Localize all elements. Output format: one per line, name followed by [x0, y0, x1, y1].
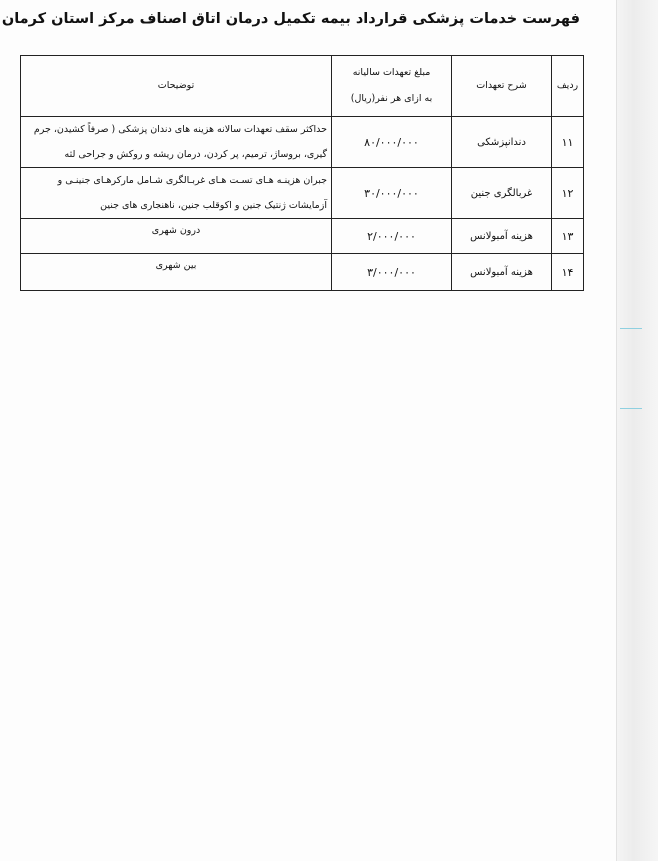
table-row [21, 254, 584, 291]
row-number: ۱۳ [552, 219, 584, 254]
row-amount: ۲/۰۰۰/۰۰۰ [332, 219, 452, 254]
row-title: هزینه آمبولانس [452, 254, 552, 291]
row-description: جبران هزینـه هـای تسـت هـای غربـالگری شـامل مارکرهـای جنینـی و آزمایشات ژنتیک جنین و اکوقلب جنین، ناهنجاری های جنین [21, 168, 332, 219]
row-number: ۱۴ [552, 254, 584, 291]
row-title: غربالگری جنین [452, 168, 552, 219]
row-title: دندانپزشکی [452, 117, 552, 168]
header-row-number: ردیف [552, 56, 584, 117]
row-amount: ۳/۰۰۰/۰۰۰ [332, 254, 452, 291]
table-header-row [21, 56, 584, 117]
header-amount-line2: به ازای هر نفر(ریال) [350, 93, 433, 104]
row-description: حداکثر سقف تعهدات سالانه هزینه های دندان پزشکی ( صرفاً کشیدن، جرم گیری، بروساژ، ترمیم، پر کردن، درمان ریشه و روکش و جراحی لثه [21, 117, 332, 168]
row-number: ۱۱ [552, 117, 584, 168]
row-title: هزینه آمبولانس [452, 219, 552, 254]
header-title: شرح تعهدات [452, 56, 552, 117]
table-row [21, 117, 584, 168]
row-description: درون شهری [21, 219, 332, 254]
header-amount [332, 56, 452, 117]
header-description: توضیحات [21, 56, 332, 117]
row-number: ۱۲ [552, 168, 584, 219]
row-description: بین شهری [21, 254, 332, 291]
row-amount: ۳۰/۰۰۰/۰۰۰ [332, 168, 452, 219]
table-row [21, 219, 584, 254]
table-row [21, 168, 584, 219]
scan-edge-mark [620, 328, 642, 329]
page-edge-shadow [616, 0, 658, 861]
header-amount-line1: مبلغ تعهدات سالیانه [352, 67, 431, 78]
services-table [20, 55, 584, 291]
scan-edge-mark [620, 408, 642, 409]
page-title: فهرست خدمات پزشکی قرارداد بیمه تکمیل درمان اتاق اصناف مرکز استان کرمان [1, 11, 580, 27]
row-amount: ۸۰/۰۰۰/۰۰۰ [332, 117, 452, 168]
